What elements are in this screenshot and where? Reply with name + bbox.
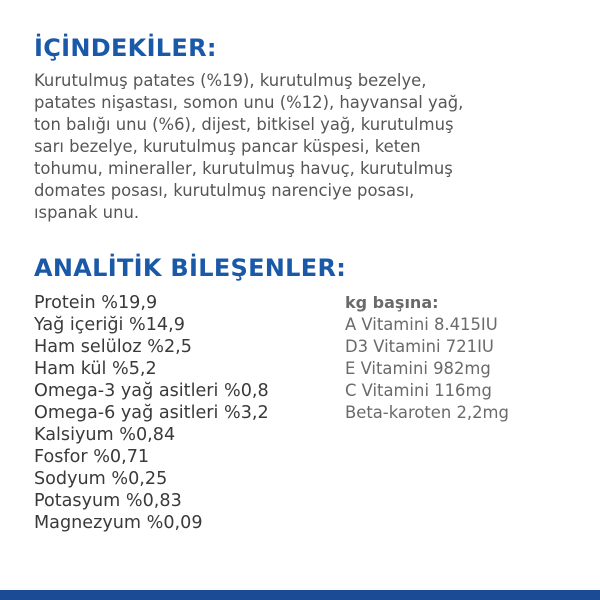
- per-kg-list: [345, 292, 509, 424]
- vitamin-item: D3 Vitamini 721IU: [345, 337, 494, 356]
- vitamin-item: C Vitamini 116mg: [345, 381, 492, 400]
- ingredients-line: tohumu, mineraller, kurutulmuş havuç, kurutulmuş: [34, 159, 453, 178]
- ingredients-line: ıspanak unu.: [34, 203, 140, 222]
- analytical-components-heading: ANALİTİK BİLEŞENLER:: [34, 254, 347, 282]
- bottom-accent-bar: [0, 590, 600, 600]
- component-item: Sodyum %0,25: [34, 469, 168, 489]
- component-item: Ham kül %5,2: [34, 359, 157, 379]
- component-item: Magnezyum %0,09: [34, 513, 203, 533]
- vitamin-item: Beta-karoten 2,2mg: [345, 403, 509, 422]
- component-item: Ham selüloz %2,5: [34, 337, 192, 357]
- component-item: Kalsiyum %0,84: [34, 425, 176, 445]
- ingredients-heading: İÇİNDEKİLER:: [34, 34, 217, 62]
- analytical-components-list: [34, 292, 269, 534]
- per-kg-heading: kg başına:: [345, 293, 439, 312]
- component-item: Fosfor %0,71: [34, 447, 150, 467]
- ingredients-text: [34, 70, 580, 224]
- ingredients-line: domates posası, kurutulmuş narenciye posası,: [34, 181, 415, 200]
- component-item: Omega-3 yağ asitleri %0,8: [34, 381, 269, 401]
- ingredients-line: patates nişastası, somon unu (%12), hayvansal yağ,: [34, 93, 464, 112]
- ingredients-line: ton balığı unu (%6), dijest, bitkisel yağ, kurutulmuş: [34, 115, 454, 134]
- ingredients-line: sarı bezelye, kurutulmuş pancar küspesi, keten: [34, 137, 421, 156]
- component-item: Potasyum %0,83: [34, 491, 182, 511]
- component-item: Yağ içeriği %14,9: [34, 315, 185, 335]
- component-item: Omega-6 yağ asitleri %3,2: [34, 403, 269, 423]
- vitamin-item: A Vitamini 8.415IU: [345, 315, 498, 334]
- component-item: Protein %19,9: [34, 293, 158, 313]
- vitamin-item: E Vitamini 982mg: [345, 359, 491, 378]
- ingredients-line: Kurutulmuş patates (%19), kurutulmuş bezelye,: [34, 71, 427, 90]
